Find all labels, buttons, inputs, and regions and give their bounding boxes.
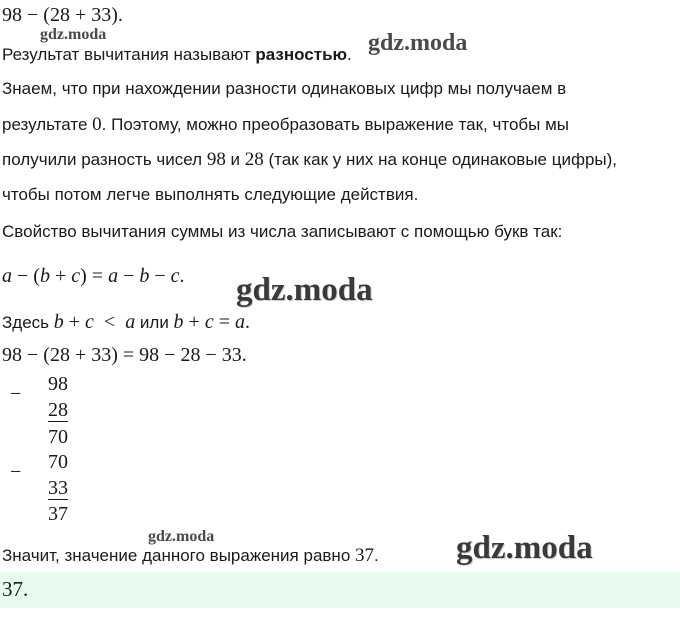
paragraph-result [2, 44, 352, 66]
answer-value: 37. [2, 577, 29, 601]
minuend: 70 [48, 451, 68, 473]
watermark: gdz.moda [236, 272, 373, 308]
var-a: a [235, 311, 245, 333]
subtrahend: 28 [48, 399, 68, 421]
watermark: gdz.moda [456, 530, 593, 566]
difference-result: 70 [48, 426, 68, 448]
answer-box [0, 572, 680, 608]
var-c: c [170, 265, 180, 287]
paragraph-text: Результат вычитания называют [2, 45, 256, 64]
minus-sign: − [10, 383, 22, 405]
var-b: b [53, 311, 64, 333]
var-b: b [39, 265, 50, 287]
minuend: 98 [48, 373, 68, 395]
text-run: или [135, 313, 174, 332]
var-c: c [71, 265, 81, 287]
var-c: c [204, 311, 214, 333]
expression-top: 98 − (28 + 33). [2, 4, 123, 26]
math-op: . [179, 265, 185, 287]
text-run: Здесь [2, 313, 54, 332]
text-run: (так как у них на конце одинаковые цифры), [263, 150, 618, 169]
difference-result: 37 [48, 503, 68, 525]
math-op: − [118, 265, 140, 287]
formula-subtraction-of-sum [2, 265, 185, 287]
var-a: a [108, 265, 119, 287]
math-op: + [63, 311, 86, 333]
var-b: b [173, 311, 184, 333]
paragraph-end: . [347, 45, 352, 64]
math-op: − [149, 265, 171, 287]
text-run: получили разность чисел [2, 150, 207, 169]
paragraph-line [2, 149, 617, 171]
number-28: 28 [244, 149, 264, 170]
expression-full: 98 − (28 + 33) = 98 − 28 − 33. [2, 344, 247, 366]
paragraph-line: Знаем, что при нахождении разности одинаковых цифр мы получаем в [2, 79, 567, 98]
math-op: + [49, 265, 72, 287]
number-98: 98 [206, 149, 226, 170]
paragraph-line: Свойство вычитания суммы из числа записывают с помощью букв так: [2, 222, 563, 241]
math-op: . [245, 311, 250, 333]
math-op: < [93, 311, 126, 333]
text-run: . [374, 546, 379, 565]
paragraph-line: чтобы потом легче выполнять следующие действия. [2, 185, 419, 204]
var-a: a [125, 311, 136, 333]
subtrahend: 33 [48, 477, 68, 499]
text-run: и [225, 150, 245, 169]
number-zero: 0 [92, 114, 102, 135]
result-number: 37 [355, 545, 374, 566]
math-op: − ( [12, 265, 40, 287]
math-op: = [213, 311, 235, 333]
var-a: a [2, 265, 12, 287]
conclusion-line [2, 545, 379, 567]
var-b: b [139, 265, 150, 287]
watermark: gdz.moda [40, 26, 107, 43]
paragraph-line [2, 114, 569, 136]
watermark: gdz.moda [148, 528, 215, 545]
math-op: + [183, 311, 205, 333]
condition-line [2, 311, 250, 334]
text-run: Значит, значение данного выражения равно [2, 546, 355, 565]
text-run: результате [2, 115, 93, 134]
term-difference: разностью [255, 45, 348, 64]
var-c: c [85, 311, 94, 333]
text-run: . Поэтому, можно преобразовать выражение так, чтобы мы [101, 115, 569, 134]
watermark: gdz.moda [368, 30, 468, 56]
minus-sign: − [10, 461, 22, 483]
math-op: ) = [80, 265, 109, 287]
